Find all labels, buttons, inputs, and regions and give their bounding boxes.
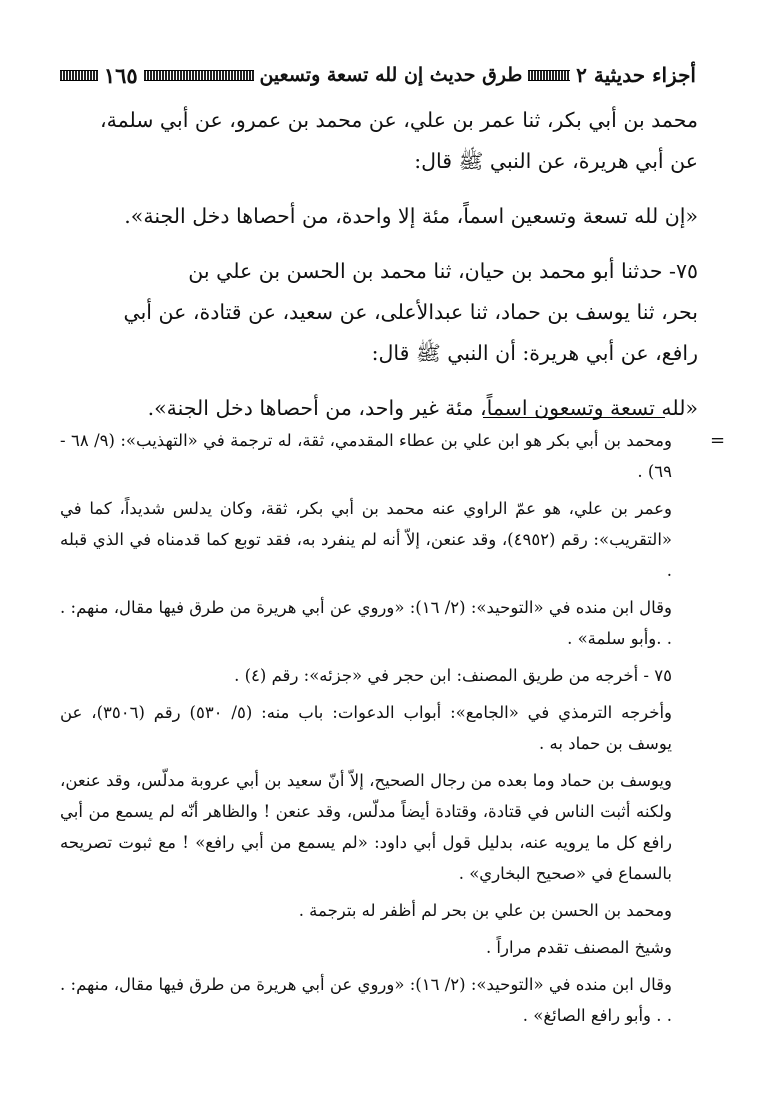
- footnote: ومحمد بن أبي بكر هو ابن علي بن عطاء المقدمي، ثقة، له ترجمة في «التهذيب»: (٩/ ٦٨ - ٦٩) .: [60, 431, 672, 481]
- header-ornament-bar: [528, 70, 570, 81]
- footnote: ومحمد بن الحسن بن علي بن بحر لم أظفر له بترجمة .: [298, 901, 672, 920]
- footnotes: [60, 425, 694, 1037]
- main-text: [63, 100, 698, 429]
- footnote: ويوسف بن حماد وما بعده من رجال الصحيح، إلاّ أنّ سعيد بن أبي عروبة مدلّس، وقد عنعن، ولكنه أثبت الناس في قتادة، وقتادة أيضاً مدلّس، وقد عنعن ! والظاهر أنّه لم يسمع من أبي رافع كل ما يرويه عنه، بدليل قول أبي داود: «لم يسمع من أبي رافع» ! مع ثبوت تصريحه بالسماع في «صحيح البخاري» .: [60, 771, 672, 883]
- hadith-text: «لله تسعة وتسعون اسماً، مئة غير واحد، من أحصاها دخل الجنة».: [147, 396, 698, 420]
- footnote-separator: [483, 417, 665, 418]
- footnote: وقال ابن منده في «التوحيد»: (٢/ ١٦): «وروي عن أبي هريرة من طرق فيها مقال، منهم: . . .وأبو سلمة» .: [60, 598, 672, 648]
- text-line: محمد بن أبي بكر، ثنا عمر بن علي، عن محمد بن عمرو، عن أبي سلمة،: [99, 108, 698, 132]
- header-ornament-bar: [144, 70, 254, 81]
- text-line: عن أبي هريرة، عن النبي ﷺ قال:: [414, 149, 698, 173]
- footnote: ٧٥ - أخرجه من طريق المصنف: ابن حجر في «جزئه»: رقم (٤) .: [234, 666, 672, 685]
- text-line: بحر، ثنا يوسف بن حماد، ثنا عبدالأعلى، عن سعيد، عن قتادة، عن أبي: [123, 300, 698, 324]
- text-line: ٧٥- حدثنا أبو محمد بن حيان، ثنا محمد بن الحسن بن علي بن: [188, 259, 698, 283]
- text-line: رافع، عن أبي هريرة: أن النبي ﷺ قال:: [371, 341, 698, 365]
- footnote: وعمر بن علي، هو عمّ الراوي عنه محمد بن أبي بكر، ثقة، وكان يدلس شديداً، كما في «التقريب»: رقم (٤٩٥٢)، وقد عنعن، إلاّ أنه لم ينفرد به، فقد توبع كما قدمناه في الذي قبله .: [60, 499, 672, 580]
- footnote: وقال ابن منده في «التوحيد»: (٢/ ١٦): «وروي عن أبي هريرة من طرق فيها مقال، منهم: . . . وأبو رافع الصائغ» .: [60, 975, 672, 1025]
- footnote-continuation-mark: =: [710, 430, 726, 451]
- running-header: [60, 58, 696, 92]
- book-title: أجزاء حديثية ٢: [576, 63, 696, 87]
- footnote: وأخرجه الترمذي في «الجامع»: أبواب الدعوات: باب منه: (٥/ ٥٣٠) رقم (٣٥٠٦)، عن يوسف بن حماد به .: [60, 703, 673, 753]
- chapter-title: طرق حديث إن لله تسعة وتسعين: [259, 64, 523, 86]
- hadith-text: «إن لله تسعة وتسعين اسماً، مئة إلا واحدة، من أحصاها دخل الجنة».: [124, 204, 698, 228]
- footnote: وشيخ المصنف تقدم مراراً .: [485, 938, 672, 957]
- header-ornament-bar: [60, 70, 98, 81]
- page-number: ١٦٥: [103, 62, 138, 88]
